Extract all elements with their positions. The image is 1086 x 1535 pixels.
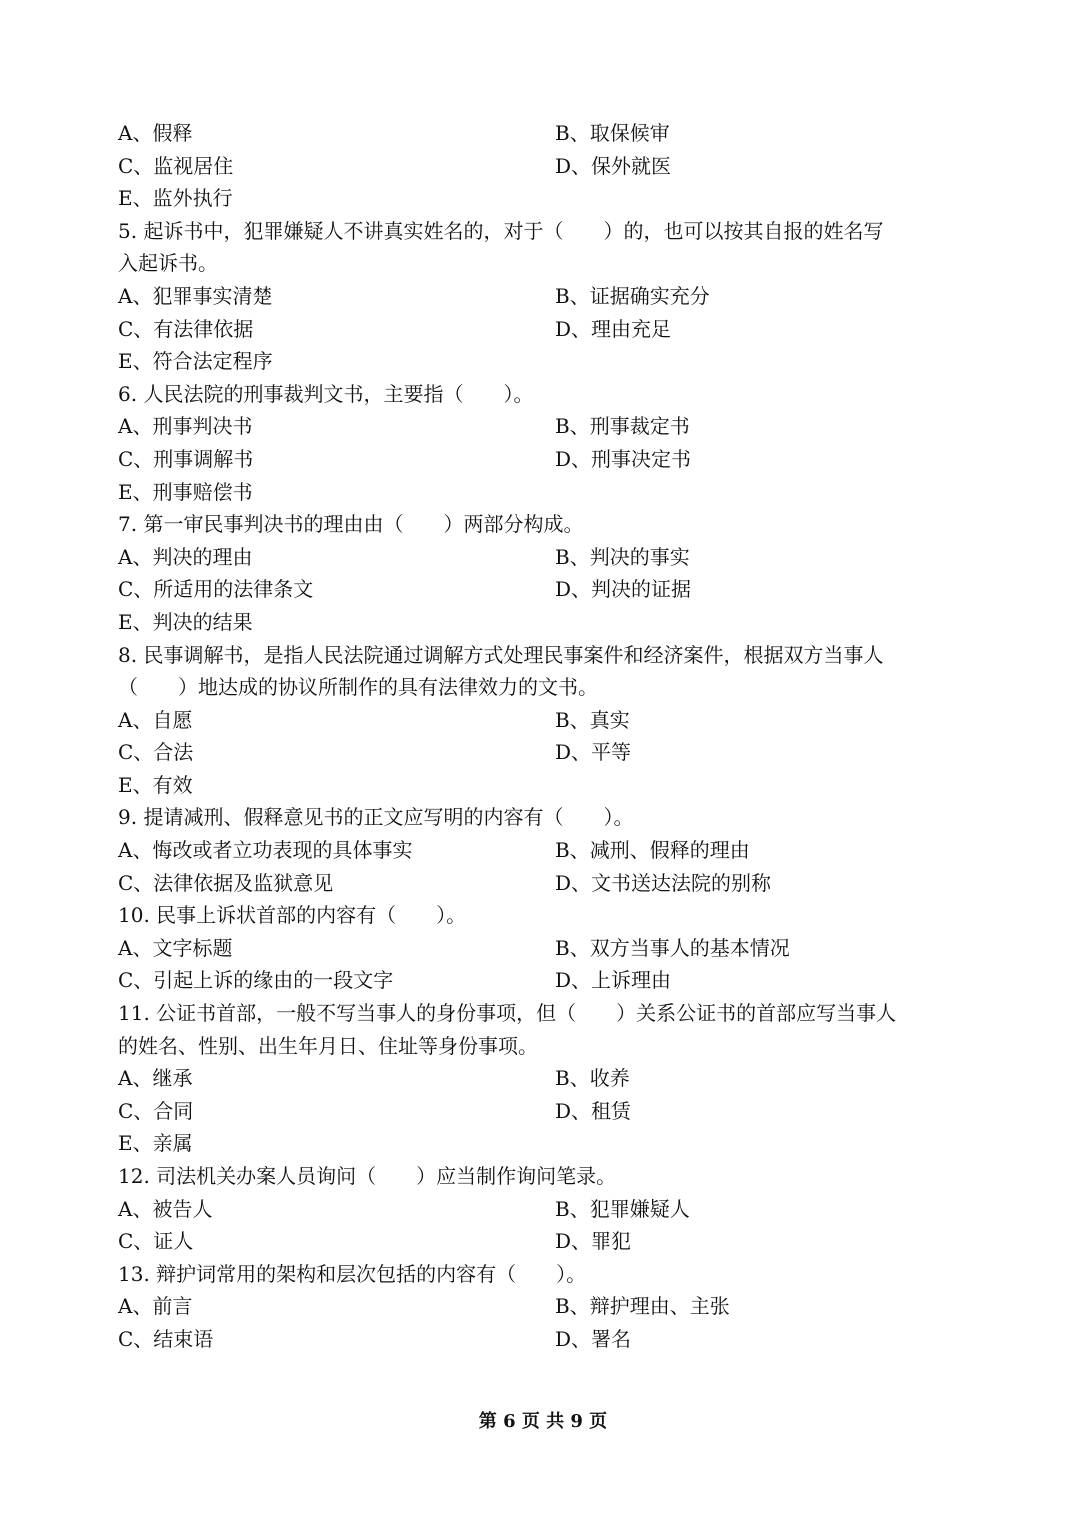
option-right: B、收养: [555, 1066, 630, 1091]
option-left: E、符合法定程序: [118, 349, 273, 374]
option-right: D、保外就医: [555, 153, 672, 178]
option-left: A、犯罪事实清楚: [118, 283, 273, 308]
option-left: A、自愿: [118, 707, 193, 732]
question-line: [118, 671, 978, 704]
option-left: A、刑事判决书: [118, 414, 253, 439]
question-text: 5. 起诉书中，犯罪嫌疑人不讲真实姓名的，对于（ ）的，也可以按其自报的姓名写: [118, 218, 884, 243]
option-left: C、证人: [118, 1229, 194, 1254]
option-left: A、假释: [118, 121, 193, 145]
option-row: [118, 345, 978, 378]
option-right: D、判决的证据: [555, 577, 692, 602]
option-row: [118, 932, 978, 965]
option-row: [118, 1193, 978, 1226]
option-row: [118, 280, 978, 313]
question-text: 的姓名、性别、出生年月日、住址等身份事项。: [118, 1033, 538, 1058]
question-line: [118, 639, 978, 672]
question-text: 11. 公证书首部，一般不写当事人的身份事项，但（ ）关系公证书的首部应写当事人: [118, 1001, 897, 1026]
option-left: A、判决的理由: [118, 544, 253, 569]
option-left: C、有法律依据: [118, 316, 254, 341]
option-right: B、双方当事人的基本情况: [555, 935, 790, 960]
option-row: [118, 410, 978, 443]
question-line: [118, 801, 978, 834]
question-line: [118, 899, 978, 932]
option-right: B、犯罪嫌疑人: [555, 1196, 690, 1221]
question-text: 入起诉书。: [118, 251, 218, 276]
option-right: D、理由充足: [555, 316, 672, 341]
option-left: E、判决的结果: [118, 609, 253, 634]
question-text: 8. 民事调解书，是指人民法院通过调解方式处理民事案件和经济案件，根据双方当事人: [118, 642, 884, 667]
option-left: C、监视居住: [118, 153, 234, 178]
option-left: A、文字标题: [118, 935, 233, 960]
option-row: [118, 117, 978, 150]
question-text: 13. 辩护词常用的架构和层次包括的内容有（ ）。: [118, 1261, 587, 1286]
question-line: [118, 378, 978, 411]
option-right: D、租赁: [555, 1098, 632, 1123]
question-text: 9. 提请减刑、假释意见书的正文应写明的内容有（ ）。: [118, 805, 634, 830]
option-left: C、结束语: [118, 1326, 214, 1351]
question-list: [118, 117, 978, 1356]
option-right: B、刑事裁定书: [555, 414, 690, 439]
option-row: [118, 867, 978, 900]
option-right: D、平等: [555, 740, 632, 765]
option-row: [118, 150, 978, 183]
option-right: B、判决的事实: [555, 544, 690, 569]
option-left: C、合同: [118, 1098, 194, 1123]
option-left: A、继承: [118, 1066, 193, 1091]
option-row: [118, 704, 978, 737]
option-row: [118, 769, 978, 802]
option-left: C、法律依据及监狱意见: [118, 870, 334, 895]
option-left: E、有效: [118, 772, 193, 797]
option-left: A、被告人: [118, 1196, 213, 1221]
option-row: [118, 606, 978, 639]
option-row: [118, 1323, 978, 1356]
option-row: [118, 443, 978, 476]
question-text: （ ）地达成的协议所制作的具有法律效力的文书。: [118, 675, 598, 700]
option-left: E、监外执行: [118, 186, 233, 211]
option-left: C、刑事调解书: [118, 446, 254, 471]
option-row: [118, 1225, 978, 1258]
option-row: [118, 573, 978, 606]
option-left: C、合法: [118, 740, 194, 765]
option-left: C、引起上诉的缘由的一段文字: [118, 968, 394, 993]
option-row: [118, 1095, 978, 1128]
question-line: [118, 1258, 978, 1291]
option-right: B、减刑、假释的理由: [555, 838, 750, 863]
option-row: [118, 736, 978, 769]
question-text: 12. 司法机关办案人员询问（ ）应当制作询问笔录。: [118, 1164, 617, 1188]
option-row: [118, 1127, 978, 1160]
question-line: [118, 247, 978, 280]
option-row: [118, 964, 978, 997]
question-line: [118, 215, 978, 248]
option-right: B、辩护理由、主张: [555, 1294, 730, 1319]
option-right: B、证据确实充分: [555, 283, 710, 308]
question-line: [118, 1160, 978, 1193]
option-row: [118, 1290, 978, 1323]
option-right: D、罪犯: [555, 1229, 632, 1254]
option-row: [118, 182, 978, 215]
option-right: D、文书送达法院的别称: [555, 870, 772, 895]
question-text: 6. 人民法院的刑事裁判文书，主要指（ ）。: [118, 381, 534, 406]
option-row: [118, 1062, 978, 1095]
option-right: D、刑事决定书: [555, 446, 692, 471]
question-text: 10. 民事上诉状首部的内容有（ ）。: [118, 903, 467, 928]
option-row: [118, 541, 978, 574]
option-row: [118, 476, 978, 509]
question-text: 7. 第一审民事判决书的理由由（ ）两部分构成。: [118, 512, 584, 537]
question-line: [118, 508, 978, 541]
option-left: A、前言: [118, 1294, 193, 1319]
page-footer: 第 6 页 共 9 页: [478, 1411, 608, 1432]
option-right: B、真实: [555, 707, 630, 732]
option-row: [118, 834, 978, 867]
option-right: D、署名: [555, 1326, 632, 1351]
option-left: A、悔改或者立功表现的具体事实: [118, 838, 413, 863]
option-left: C、所适用的法律条文: [118, 577, 314, 602]
question-line: [118, 997, 978, 1030]
option-right: B、取保候审: [555, 121, 670, 145]
question-line: [118, 1030, 978, 1063]
option-left: E、亲属: [118, 1131, 193, 1156]
option-right: D、上诉理由: [555, 968, 672, 993]
option-row: [118, 313, 978, 346]
option-left: E、刑事赔偿书: [118, 479, 253, 504]
